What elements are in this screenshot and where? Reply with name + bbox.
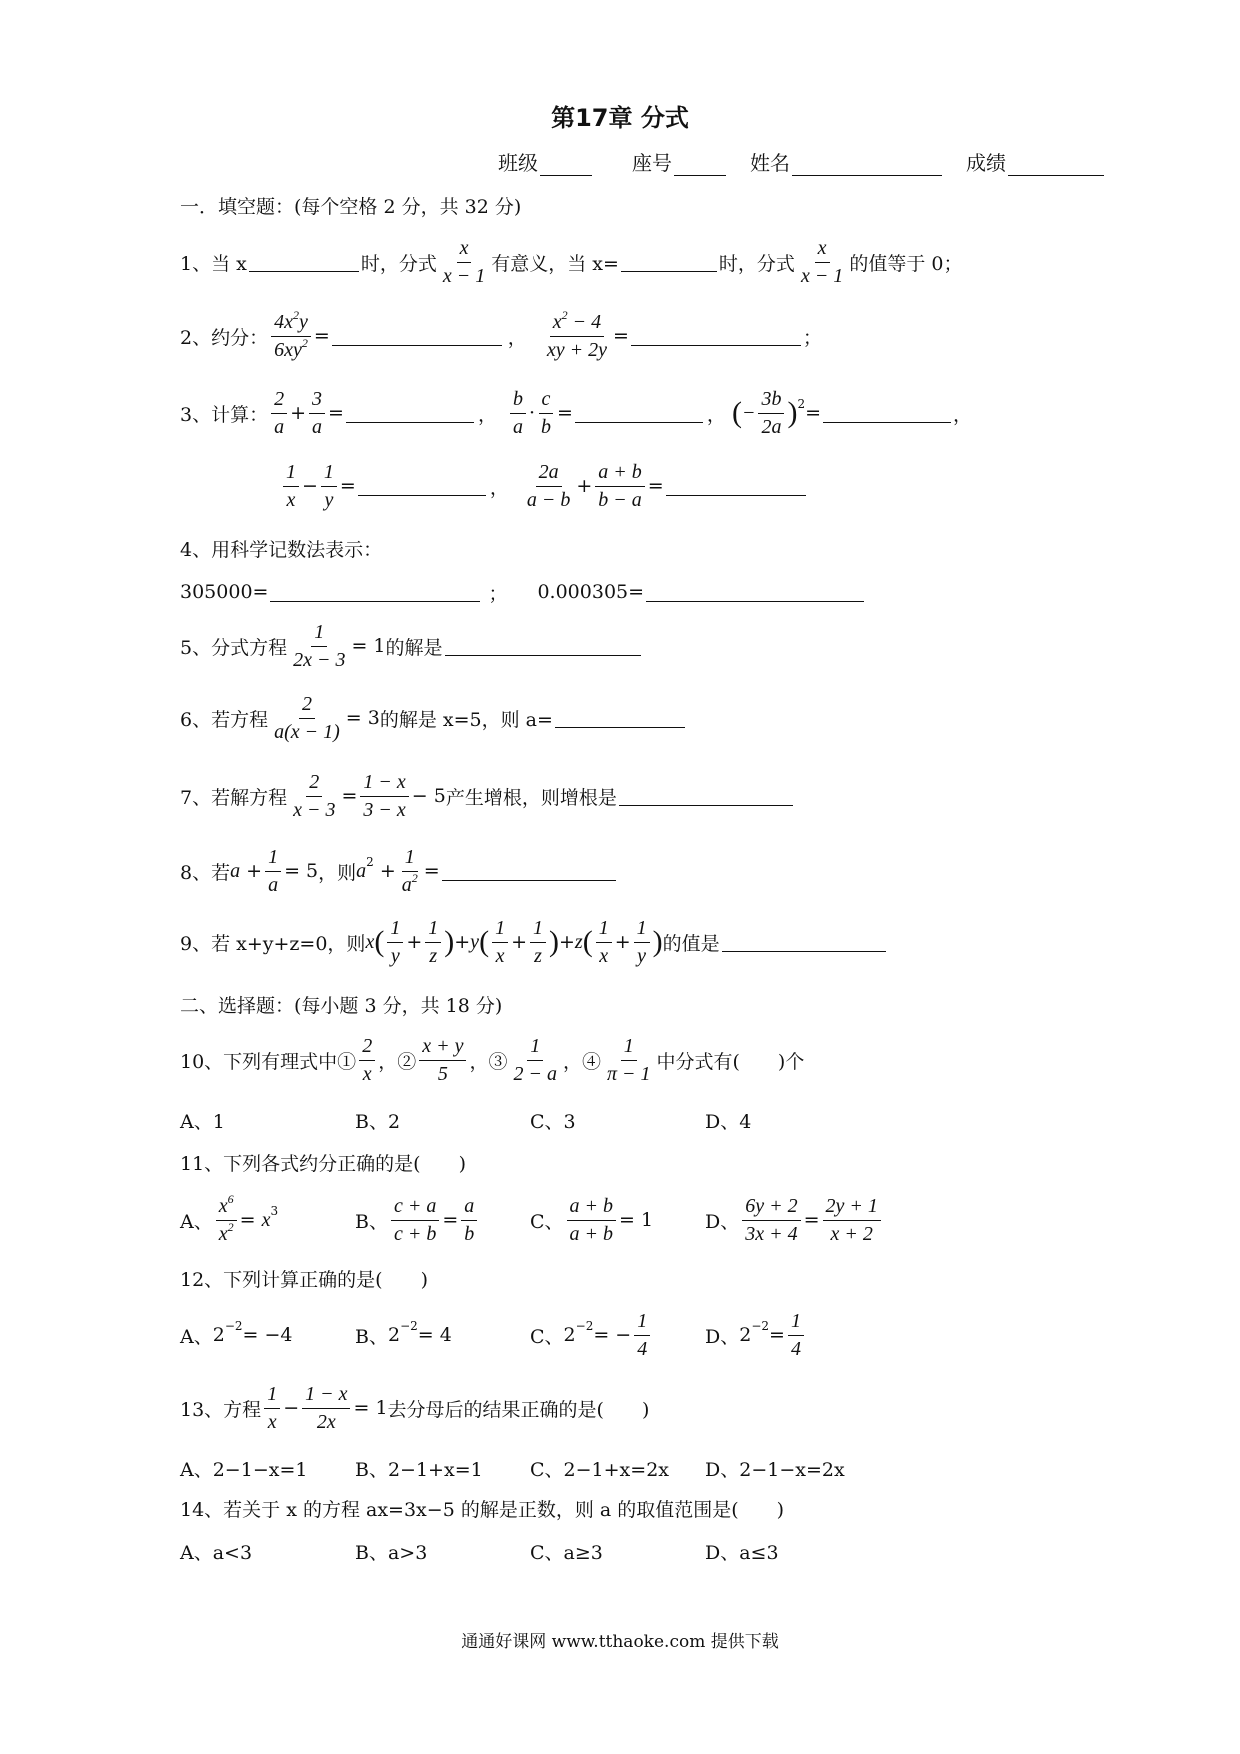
q10-option-d[interactable]: D、4: [705, 1110, 752, 1133]
q1-fraction-2: $\frac{x}{x - 1}$: [800, 236, 844, 287]
name-blank[interactable]: [792, 157, 942, 176]
q2-blank-1[interactable]: [332, 327, 502, 346]
q13-option-d[interactable]: D、2−1−x=2x: [705, 1458, 845, 1481]
q11-option-d[interactable]: D、 $\frac{6y + 2}{3x + 4}$ = $\frac{2y + 1}{x + 2}$: [705, 1190, 884, 1250]
q4-blank-1[interactable]: [270, 583, 480, 602]
question-14: 14、若关于 x 的方程 ax=3x−5 的解是正数，则 a 的取值范围是( ): [180, 1498, 785, 1521]
class-blank[interactable]: [540, 157, 592, 176]
q5-blank[interactable]: [445, 637, 641, 656]
q14-option-c[interactable]: C、a≥3: [530, 1541, 603, 1564]
class-label: 班级: [498, 151, 538, 175]
section1-heading: 一．填空题：(每个空格 2 分，共 32 分): [180, 195, 522, 218]
q10-option-c[interactable]: C、3: [530, 1110, 576, 1133]
question-3: 3、计算： $\frac{2}{a}$ + $\frac{3}{a}$ = ， $\frac{b}{a}$ · $\frac{c}{b}$ = ， ( − $\frac{3b}{2a}$ ) 2 = ，: [180, 387, 973, 438]
q12-option-a[interactable]: A、 2 −2 = −4: [180, 1319, 293, 1348]
q11-option-a[interactable]: A、 $\frac{x^6}{x^2}$ = x 3: [180, 1191, 279, 1245]
q2-fraction-2: $\frac{x^2 - 4}{xy + 2y}$: [546, 307, 607, 361]
q12-option-c[interactable]: C、 2 −2 = − $\frac{1}{4}$: [530, 1305, 653, 1365]
question-7: 7、若解方程 $\frac{2}{x - 3}$ = $\frac{1 - x}{3 - x}$ − 5 产生增根，则增根是: [180, 766, 795, 826]
q3-blank-4[interactable]: [358, 477, 486, 496]
question-11: 11、下列各式约分正确的是( ): [180, 1152, 467, 1175]
question-4: 4、用科学记数法表示：: [180, 538, 383, 561]
q12-option-d[interactable]: D、 2 −2 = $\frac{1}{4}$: [705, 1305, 807, 1365]
q6-blank[interactable]: [555, 709, 685, 728]
q9-blank[interactable]: [722, 933, 886, 952]
q13-option-c[interactable]: C、2−1+x=2x: [530, 1458, 669, 1481]
question-3-line-2: $\frac{1}{x}$ − $\frac{1}{y}$ = ， $\frac{2a}{a - b}$ + $\frac{a + b}{b - a}$ =: [280, 456, 808, 516]
q10-option-a[interactable]: A、1: [180, 1110, 225, 1133]
q14-option-b[interactable]: B、a>3: [355, 1541, 428, 1564]
page-footer: 通通好课网 www.tthaoke.com 提供下载: [461, 1632, 779, 1652]
seat-label: 座号: [632, 151, 672, 175]
q11-option-c[interactable]: C、 $\frac{a + b}{a + b}$ = 1: [530, 1194, 654, 1245]
question-10: 10、下列有理式中① $\frac{2}{x}$ ，② $\frac{x + y}{5}$ ，③ $\frac{1}{2 - a}$ ，④ $\frac{1}{\pi - 1}$ 中分式有( )个: [180, 1034, 805, 1085]
score-blank[interactable]: [1008, 157, 1104, 176]
q3-blank-1[interactable]: [346, 404, 474, 423]
seat-blank[interactable]: [674, 157, 726, 176]
q11-option-b[interactable]: B、 $\frac{c + a}{c + b}$ = $\frac{a}{b}$: [355, 1190, 480, 1250]
question-8: 8、若 a + $\frac{1}{a}$ = 5 ，则 a 2 + $\frac{1}{a^2}$ =: [180, 841, 618, 901]
question-13: 13、方程 $\frac{1}{x}$ − $\frac{1 - x}{2x}$ = 1 去分母后的结果正确的是( ): [180, 1382, 650, 1433]
q2-fraction-1: $\frac{4x^2y}{6xy^2}$: [271, 312, 311, 361]
q13-option-a[interactable]: A、2−1−x=1: [180, 1458, 308, 1481]
q2-blank-2[interactable]: [631, 327, 801, 346]
q4-blank-2[interactable]: [646, 583, 864, 602]
question-6: 6、若方程 $\frac{2}{a(x - 1)}$ = 3 的解是 x=5，则 a=: [180, 688, 687, 748]
question-12: 12、下列计算正确的是( ): [180, 1268, 429, 1291]
question-5: 5、分式方程 $\frac{1}{2x - 3}$ = 1 的解是: [180, 616, 643, 676]
q10-option-b[interactable]: B、2: [355, 1110, 401, 1133]
q13-option-b[interactable]: B、2−1+x=1: [355, 1458, 483, 1481]
q1-blank-1[interactable]: [249, 253, 359, 272]
question-2: 2、约分： $\frac{4x^2y}{6xy^2}$ = ， $\frac{x^2 - 4}{xy + 2y}$ = ；: [180, 307, 822, 361]
q1-fraction-1: $\frac{x}{x - 1}$: [442, 236, 486, 287]
q3-blank-3[interactable]: [823, 404, 951, 423]
student-info-row: [498, 147, 1106, 176]
q8-blank[interactable]: [442, 862, 616, 881]
question-1: 1、当 x 时，分式 $\frac{x}{x - 1}$ 有意义，当 x= 时，分式 $\frac{x}{x - 1}$ 的值等于 0；: [180, 236, 963, 287]
q7-blank[interactable]: [619, 787, 793, 806]
name-label: 姓名: [750, 151, 790, 175]
q14-option-d[interactable]: D、a≤3: [705, 1541, 779, 1564]
q3-blank-5[interactable]: [666, 477, 806, 496]
question-4-answers: 305000= ； 0.000305=: [180, 562, 866, 622]
page-title: 第17章 分式: [551, 104, 689, 132]
question-9: 9、若 x+y+z=0，则 x ( $\frac{1}{y}$ + $\frac{1}{z}$ ) + y ( $\frac{1}{x}$ + $\frac{1}{z}$ ) + z ( $\frac{1}{x}$ + $\frac{1}{y}$ ) 的值是: [180, 912, 888, 972]
section2-heading: 二、选择题：(每小题 3 分，共 18 分): [180, 994, 503, 1017]
score-label: 成绩: [966, 151, 1006, 175]
q1-blank-2[interactable]: [621, 253, 717, 272]
q12-option-b[interactable]: B、 2 −2 = 4: [355, 1319, 452, 1348]
q14-option-a[interactable]: A、a<3: [180, 1541, 253, 1564]
q3-blank-2[interactable]: [575, 404, 703, 423]
